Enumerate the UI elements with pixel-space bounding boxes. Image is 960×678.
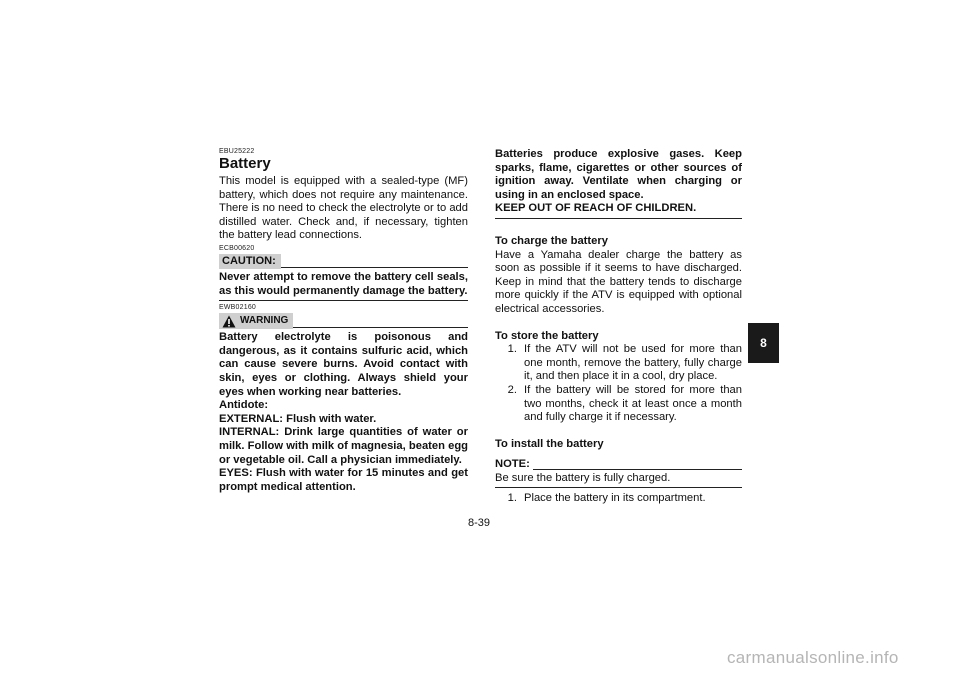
warning-label: WARNING	[240, 315, 289, 327]
antidote-heading: Antidote:	[219, 399, 269, 412]
warning-badge	[219, 313, 293, 329]
step-text: If the battery will be stored for more than two months, check it at least once a month and fully charge it if necessary.	[524, 383, 742, 424]
list-item	[495, 384, 742, 425]
caution-code: ECB00620	[219, 244, 255, 252]
note-end-rule	[495, 487, 742, 488]
antidote-external: EXTERNAL: Flush with water.	[219, 412, 377, 425]
caution-end-rule	[219, 300, 468, 301]
warning-rule	[293, 327, 468, 328]
warning-code: EWB02160	[219, 304, 257, 312]
install-heading: To install the battery	[495, 437, 604, 450]
section-title: Battery	[219, 155, 271, 172]
warning-continued: Batteries produce explosive gases. Keep sparks, flame, cigarettes or other sources of ignition away. Ventilate when charging or using in an enclosed space.	[495, 148, 742, 201]
store-heading: To store the battery	[495, 329, 599, 342]
step-number: 1.	[507, 343, 517, 356]
caution-header	[219, 254, 468, 269]
charge-heading: To charge the battery	[495, 234, 608, 247]
note-text: Be sure the battery is fully charged.	[495, 471, 671, 484]
battery-intro: This model is equipped with a sealed-type (MF) battery, which does not require any maintenance. There is no need to check the electrolyte or to add distilled water. Check and, if necessary, tighten the battery lead connections.	[219, 175, 468, 242]
note-rule	[533, 469, 742, 470]
page-number: 8-39	[468, 517, 491, 529]
list-item	[495, 343, 742, 384]
install-steps	[495, 492, 742, 506]
watermark: carmanualsonline.info	[727, 648, 899, 667]
right-column	[495, 148, 742, 506]
list-item	[495, 492, 742, 506]
left-column	[219, 148, 468, 494]
step-number: 2.	[507, 383, 517, 396]
warning-text: Battery electrolyte is poisonous and dangerous, as it contains sulfuric acid, which can cause severe burns. Avoid contact with skin, eyes or clothing. Always shield your eyes when working near batteries.	[219, 331, 468, 398]
caution-label: CAUTION:	[219, 254, 281, 269]
step-text: Place the battery in its compartment.	[524, 492, 706, 505]
warning-end-rule	[495, 218, 742, 219]
warning-header	[219, 313, 468, 329]
step-text: If the ATV will not be used for more than one month, remove the battery, fully charge it, and then place it in a cool, dry place.	[524, 343, 742, 383]
store-steps	[495, 343, 742, 425]
warning-triangle-icon	[222, 315, 236, 328]
antidote-eyes: EYES: Flush with water for 15 minutes and get prompt medical attention.	[219, 467, 468, 493]
caution-rule	[281, 267, 468, 268]
step-number: 1.	[507, 492, 517, 505]
charge-text: Have a Yamaha dealer charge the battery as soon as possible if it seems to have discharged. Keep in mind that the battery tends to discharge more quickly if the ATV is equipped with optional electrical accessories.	[495, 248, 742, 315]
note-header	[495, 458, 742, 472]
caution-text: Never attempt to remove the battery cell seals, as this would permanently damage the battery.	[219, 270, 468, 297]
note-label: NOTE:	[495, 458, 530, 471]
keep-out-text: KEEP OUT OF REACH OF CHILDREN.	[495, 202, 697, 215]
antidote-internal: INTERNAL: Drink large quantities of water or milk. Follow with milk of magnesia, beaten egg or vegetable oil. Call a physician immediately.	[219, 426, 468, 466]
section-code: EBU25222	[219, 148, 255, 155]
chapter-tab: 8	[748, 323, 779, 363]
